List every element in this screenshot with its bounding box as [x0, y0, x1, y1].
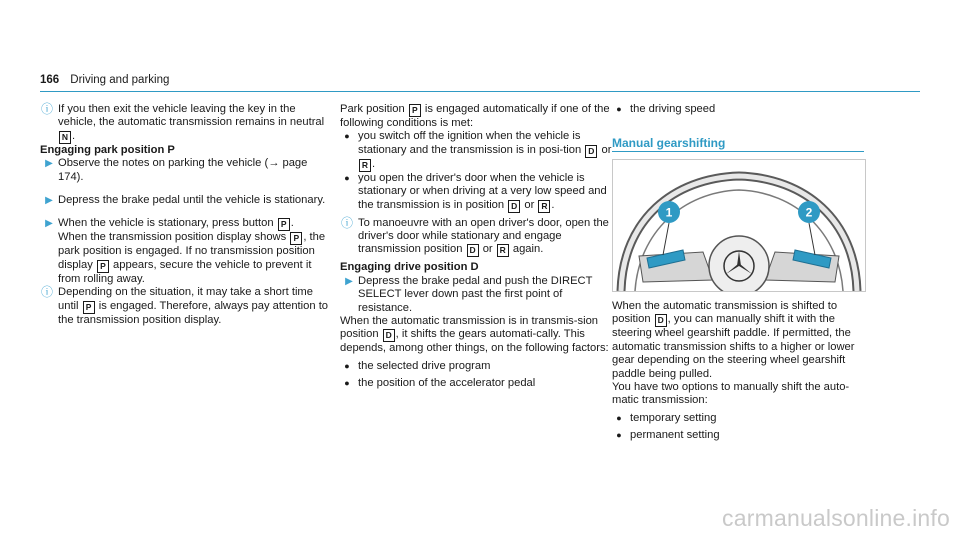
manual-options-paragraph: You have two options to manually shift the auto-matic transmission: — [612, 381, 850, 407]
neutral-symbol: N — [59, 131, 71, 144]
bullet-icon: ● — [344, 378, 350, 389]
bullet-ignition-off: ● you switch off the ignition when the vehicle is stationary and the transmission is in posi-tion D or R . — [340, 130, 612, 171]
step-depress-brake: ▶ Depress the brake pedal until the vehicle is stationary. — [40, 194, 332, 207]
park-symbol: P — [97, 260, 109, 273]
info-icon: ⓘ — [40, 285, 53, 300]
note-park-display: ⓘ Depending on the situation, it may take a short time until P is engaged. Therefore, always pay attention to the transmission position display. — [40, 285, 329, 326]
bullet-icon: ● — [344, 131, 350, 142]
bullet-door-open: ● you open the driver's door when the vehicle is stationary or when driving at a very low speed and the transmission is in position D or R . — [340, 172, 612, 213]
note-manoeuvre: ⓘ To manoeuvre with an open driver's door, open the driver's door while stationary and engage transmission position D or R again. — [340, 215, 609, 256]
step-direct-select: ▶ Depress the brake pedal and push the DIRECT SELECT lever down past the first point of resistance. — [340, 275, 612, 315]
bullet-accelerator: ● the position of the accelerator pedal — [340, 377, 612, 390]
header-rule — [40, 91, 920, 92]
bullet-drive-program: ● the selected drive program — [340, 360, 612, 373]
drive-symbol: D — [467, 244, 479, 257]
auto-shift-paragraph: When the automatic transmission is in transmis-sion position D , it shifts the gears automati-cally. This depends, among other things, on the following factors: — [340, 315, 609, 355]
park-symbol: P — [83, 301, 95, 314]
page-header — [40, 74, 920, 90]
park-symbol: P — [290, 232, 302, 245]
column-3-lower — [612, 300, 868, 443]
bullet-icon: ● — [616, 412, 622, 423]
callout-label-2: 2 — [805, 205, 813, 220]
column-3 — [612, 103, 868, 116]
reverse-symbol: R — [538, 200, 550, 213]
section-rule — [612, 151, 864, 152]
bullet-icon: ● — [616, 430, 622, 441]
callout-label-1: 1 — [665, 205, 673, 220]
bullet-icon: ● — [616, 104, 622, 114]
section-name: Driving and parking — [70, 74, 170, 86]
drive-symbol: D — [655, 314, 667, 327]
bullet-icon: ● — [344, 172, 350, 183]
heading-park-position: Engaging park position P — [40, 143, 175, 156]
step-observe-notes: ▶ Observe the notes on parking the vehicle (→ page 174). — [40, 157, 332, 184]
column-2 — [340, 103, 612, 391]
bullet-icon: ● — [344, 360, 350, 371]
step-press-button: ▶ When the vehicle is stationary, press button P . When the transmission position display shows P , the park position is engaged. If no transmission position display P appears, secure the vehicle to prevent it from rolling away. — [40, 217, 332, 286]
note-neutral: ⓘ If you then exit the vehicle leaving the key in the vehicle, the automatic transmission remains in neutral N . — [40, 102, 325, 142]
park-symbol: P — [278, 218, 290, 231]
bullet-driving-speed: ● the driving speed — [612, 103, 868, 116]
info-icon: ⓘ — [340, 215, 353, 230]
watermark: carmanualsonline.info — [722, 504, 950, 531]
step-arrow-icon: ▶ — [45, 158, 53, 170]
park-symbol: P — [409, 104, 421, 117]
bullet-temporary: ● temporary setting — [612, 412, 868, 425]
drive-symbol: D — [508, 200, 520, 213]
page-number: 166 — [40, 74, 60, 86]
drive-symbol: D — [383, 329, 395, 342]
drive-symbol: D — [585, 145, 597, 158]
info-icon: ⓘ — [40, 102, 53, 116]
section-title-manual-gearshifting: Manual gearshifting — [612, 136, 726, 150]
auto-park-intro: Park position P is engaged automatically if one of the following conditions is met: — [340, 103, 610, 129]
column-1 — [40, 103, 332, 327]
bullet-permanent: ● permanent setting — [612, 429, 868, 442]
steering-wheel-figure — [612, 159, 866, 292]
reverse-symbol: R — [497, 244, 509, 257]
step-arrow-icon: ▶ — [45, 195, 53, 207]
heading-drive-position: Engaging drive position D — [340, 261, 479, 274]
reverse-symbol: R — [359, 159, 371, 172]
step-arrow-icon: ▶ — [345, 275, 353, 287]
manual-shift-paragraph: When the automatic transmission is shifted to position D , you can manually shift it with the steering wheel gearshift paddle. If permitted, the automatic transmission shifts to a higher or lower gear depending on the steering wheel gearshift paddle being pulled. — [612, 300, 855, 380]
step-arrow-icon: ▶ — [45, 218, 53, 230]
steering-wheel-illustration — [613, 160, 865, 291]
